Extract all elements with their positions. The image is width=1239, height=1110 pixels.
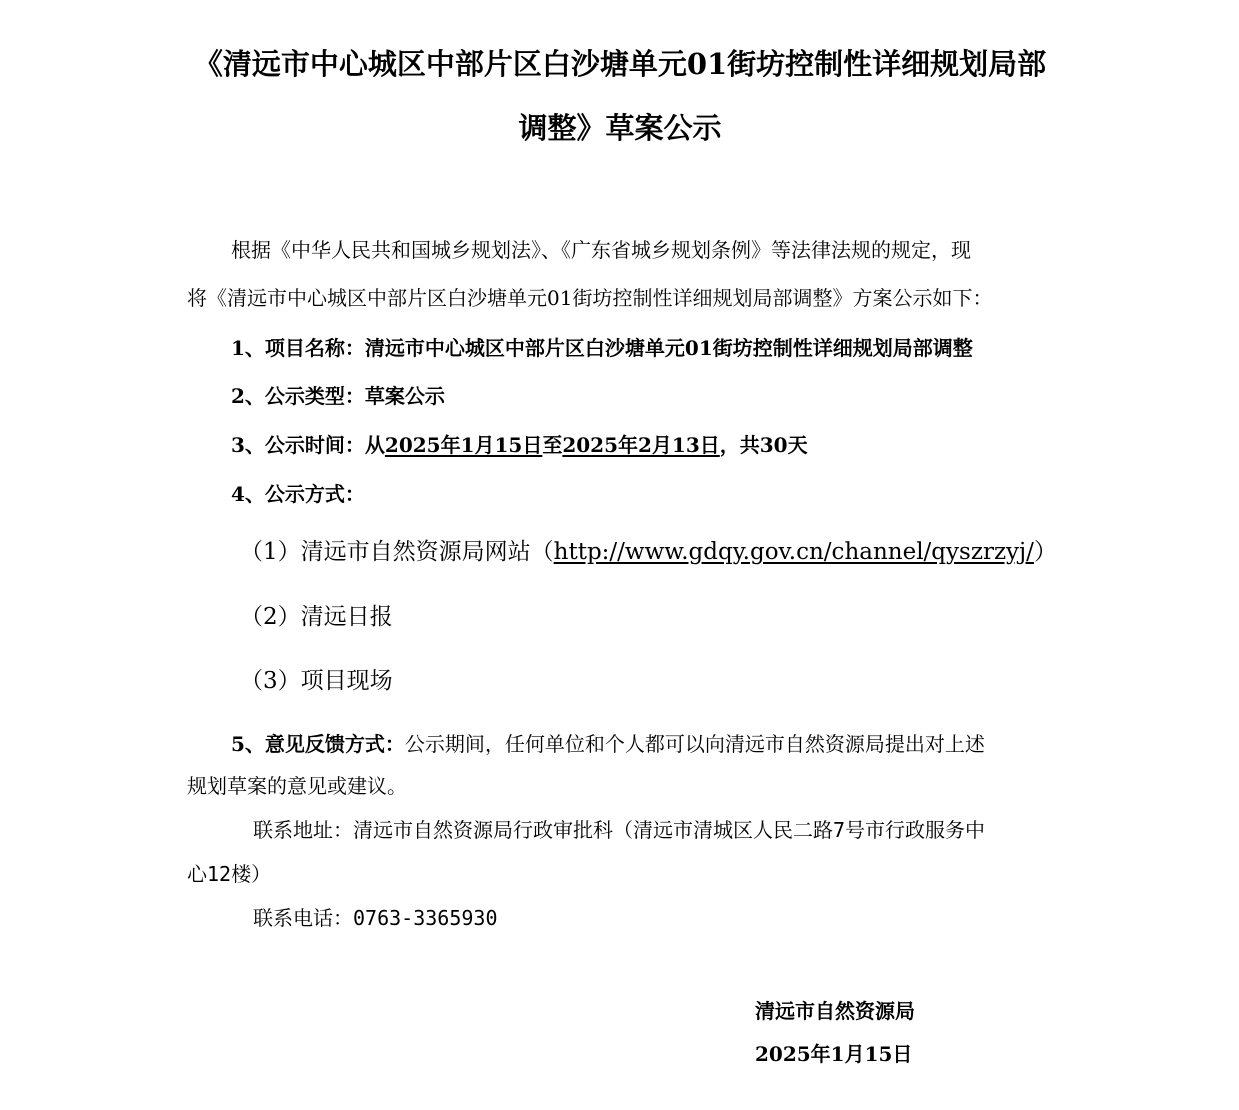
method-website <box>240 537 1057 567</box>
intro-paragraph-line-1: 根据《中华人民共和国城乡规划法》、《广东省城乡规划条例》等法律法规的规定，现 <box>231 238 971 262</box>
item-project-name-value: 清远市中心城区中部片区白沙塘单元01街坊控制性详细规划局部调整 <box>364 336 973 360</box>
feedback-label: 5、意见反馈方式： <box>231 732 405 756</box>
item-project-name <box>231 335 973 361</box>
notice-title-line-1: 《清远市中心城区中部片区白沙塘单元01街坊控制性详细规划局部 <box>193 47 1047 81</box>
method-onsite: （3）项目现场 <box>240 668 393 694</box>
notice-end-date: 2025年2月13日 <box>562 433 720 457</box>
feedback-text-1: 公示期间，任何单位和个人都可以向清远市自然资源局提出对上述 <box>404 732 985 756</box>
method-website-link[interactable]: http://www.gdqy.gov.cn/channel/qyszrzyj/ <box>553 539 1034 565</box>
notice-time-to: 至 <box>542 433 563 457</box>
intro-paragraph-line-2: 将《清远市中心城区中部片区白沙塘单元01街坊控制性详细规划局部调整》方案公示如下： <box>187 286 993 310</box>
signature-org: 清远市自然资源局 <box>755 999 915 1023</box>
item-notice-type-value: 草案公示 <box>364 384 445 408</box>
contact-address-line-1: 联系地址：清远市自然资源局行政审批科（清远市清城区人民二路7号市行政服务中 <box>253 818 986 842</box>
item-notice-type-label: 2、公示类型： <box>231 384 365 408</box>
feedback-line-2: 规划草案的意见或建议。 <box>187 774 407 798</box>
item-notice-time-label: 3、公示时间：从 <box>231 433 385 457</box>
notice-start-date: 2025年1月15日 <box>384 433 543 457</box>
contact-address-line-2: 心12楼） <box>187 862 272 886</box>
item-notice-time <box>231 432 808 458</box>
method-newspaper: （2）清远日报 <box>240 604 393 630</box>
item-notice-method-label: 4、公示方式： <box>231 482 365 506</box>
item-project-name-label: 1、项目名称： <box>231 336 365 360</box>
notice-title-line-2: 调整》草案公示 <box>518 111 722 145</box>
item-notice-type <box>231 383 445 409</box>
signature-date: 2025年1月15日 <box>755 1042 913 1066</box>
contact-phone: 联系电话：0763-3365930 <box>253 906 498 930</box>
method-website-prefix: （1）清远市自然资源局网站（ <box>240 539 554 565</box>
method-website-suffix: ） <box>1033 539 1057 565</box>
feedback-line-1 <box>231 731 985 757</box>
notice-total-days: ，共30天 <box>719 433 808 457</box>
